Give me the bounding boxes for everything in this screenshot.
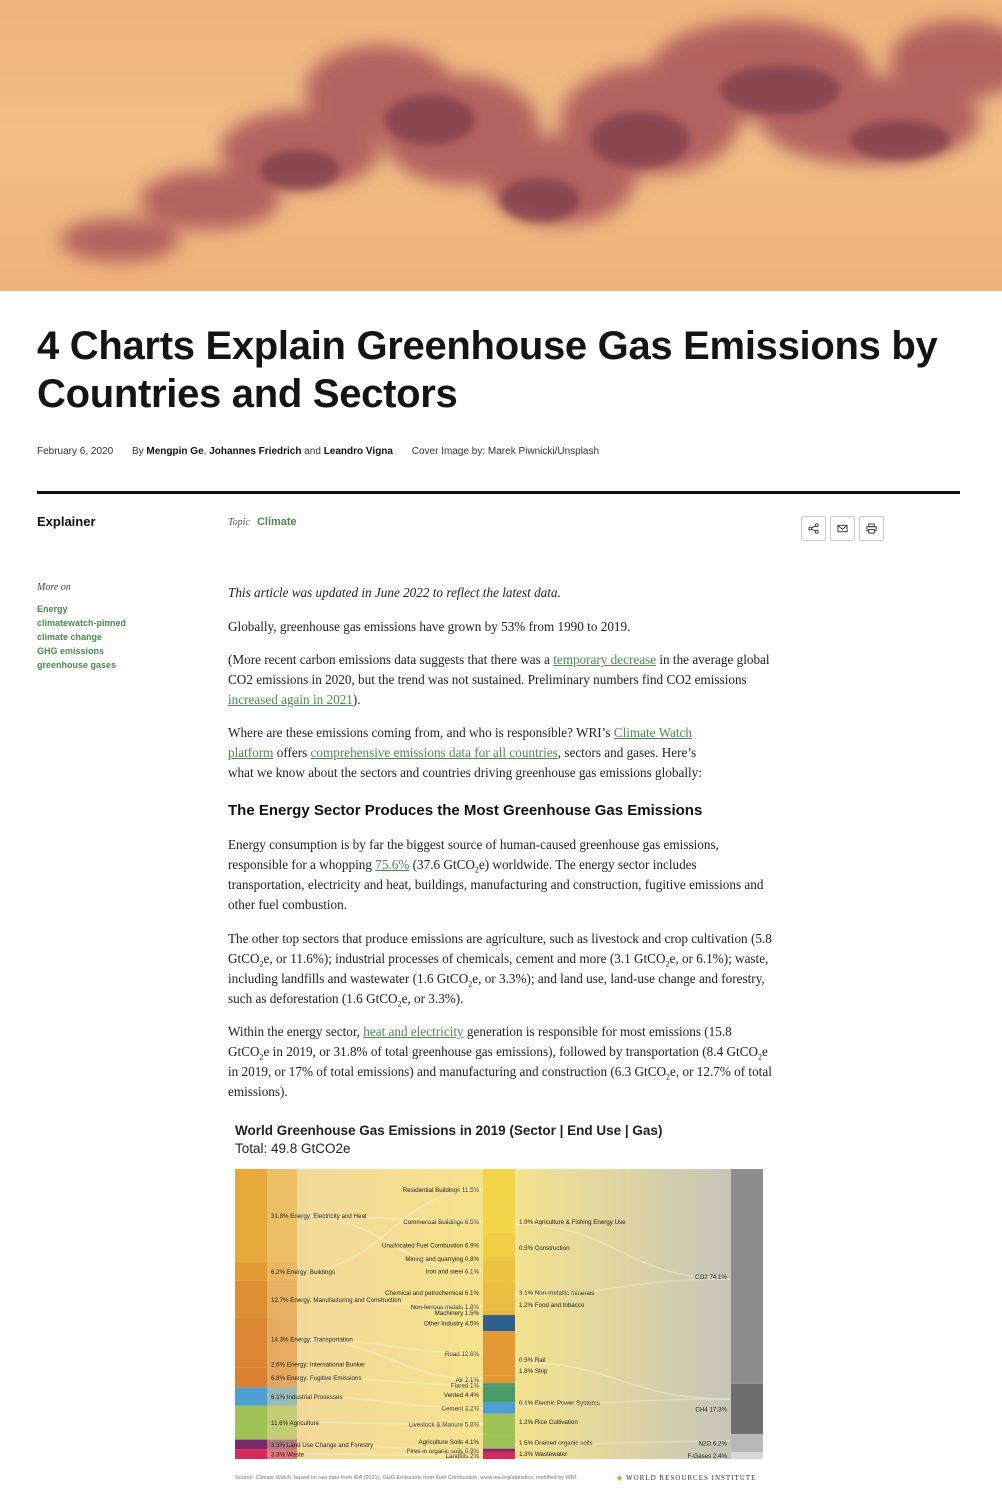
enduse-label: 0.5% Rail xyxy=(519,1357,546,1364)
gas-node xyxy=(731,1434,763,1452)
enduse-label: 1.8% Ship xyxy=(519,1368,548,1375)
gas-label: CO2 74.1% xyxy=(695,1273,727,1281)
author-link[interactable]: Leandro Vigna xyxy=(323,446,393,457)
chart-subtitle: Total: 49.8 GtCO2e xyxy=(235,1141,351,1156)
share-icon xyxy=(808,523,819,534)
sankey-chart xyxy=(235,1169,763,1459)
sector-label: 3.3% Land Use Change and Forestry xyxy=(271,1441,374,1449)
subsector-label: Air 2.1% xyxy=(455,1376,479,1384)
gas-label: N2O 6.2% xyxy=(698,1440,727,1448)
sector-node xyxy=(235,1281,267,1318)
byline-prefix: By xyxy=(131,446,144,457)
enduse-label: 1.2% Rice Cultivation xyxy=(519,1419,578,1426)
subsector-label: Flared 1% xyxy=(450,1382,479,1390)
topic-label: Topic xyxy=(228,517,250,528)
enduse-label: 1.3% Wastewater xyxy=(519,1451,568,1458)
sector-label: 31.8% Energy: Electricity and Heat xyxy=(271,1213,367,1221)
sector-label: 6.8% Energy: Fugitive Emissions xyxy=(271,1375,362,1383)
subsector-label: Cement 3.2% xyxy=(441,1405,479,1413)
subsector-label: Livestock & Manure 5.8% xyxy=(408,1421,479,1429)
header-rule xyxy=(37,491,960,494)
more-on xyxy=(37,582,126,672)
updated-note: This article was updated in June 2022 to reflect the latest data. xyxy=(228,585,561,600)
tag-link[interactable]: climatewatch-pinned xyxy=(37,618,127,628)
sankey-svg xyxy=(235,1169,763,1459)
subsector-node xyxy=(483,1233,515,1257)
subsector-node xyxy=(483,1402,515,1413)
paragraph: Energy consumption is by far the biggest source of human-caused greenhouse gas emissions, responsible for a whopping 75.6% (37.6 GtCO$_2$e) worldwide. The energy sector includes transportation, electricity and heat, buildings, manufacturing and construction, fugitive emissions and other fuel combustion. xyxy=(228,837,764,912)
gas-node xyxy=(731,1452,763,1459)
subsector-node xyxy=(483,1210,515,1233)
tag-link[interactable]: greenhouse gases xyxy=(37,660,117,670)
paragraph: Globally, greenhouse gas emissions have grown by 53% from 1990 to 2019. xyxy=(228,619,631,634)
chart-source: Source: Climate Watch, based on raw data from IEA (2021), GHG Emissions from Fuel Combustion, www.iea.org/statistics; modified by WRI. xyxy=(235,1475,578,1481)
more-on-label: More on xyxy=(37,582,71,593)
article-type: Explainer xyxy=(37,514,96,529)
gas-label: CH4 17.3% xyxy=(695,1406,727,1414)
sector-label: 3.3% Waste xyxy=(271,1451,305,1459)
subsector-label: Unallocated Fuel Combustion 6.9% xyxy=(382,1242,479,1250)
subsector-node xyxy=(483,1303,515,1309)
subsector-label: Other Industry 4.5% xyxy=(423,1320,479,1328)
subsector-node xyxy=(483,1449,515,1452)
paragraph: (More recent carbon emissions data suggests that there was a temporary decrease in the average global CO2 emissions in 2020, but the trend was not sustained. Preliminary numbers find CO2 emissions increased again in 2021). xyxy=(228,652,770,707)
subsector-node xyxy=(483,1387,515,1403)
inline-link[interactable]: heat and electricity xyxy=(363,1024,464,1039)
sector-label: 2.6% Energy: International Bunker xyxy=(271,1361,366,1369)
gas-node xyxy=(731,1169,763,1384)
subsector-node xyxy=(483,1331,515,1376)
chart-title: World Greenhouse Gas Emissions in 2019 (Sector | End Use | Gas) xyxy=(235,1123,663,1138)
subsector-node xyxy=(483,1257,515,1260)
tag-link[interactable]: climate change xyxy=(37,632,103,642)
author-link[interactable]: Johannes Friedrich xyxy=(209,446,302,457)
print-button[interactable] xyxy=(859,516,884,541)
enduse-label: 1.2% Food and tobacco xyxy=(519,1302,585,1309)
subsector-label: Road 12.6% xyxy=(444,1350,479,1358)
sector-label: 6.2% Energy: Buildings xyxy=(271,1269,335,1277)
paragraph: Within the energy sector, heat and electricity generation is responsible for most emissions (15.8 GtCO$_2$e in 2019, or 31.8% of total greenhouse gas emissions), followed by transportation (8.4 GtCO$_2$e in 2019, or 17% of total emissions) and manufacturing and construction (6.3 GtCO$_2$e, or 12.7% of total emissions). xyxy=(228,1024,772,1099)
section-heading: The Energy Sector Produces the Most Greenhouse Gas Emissions xyxy=(228,802,703,819)
sector-label: 12.7% Energy: Manufacturing and Construction xyxy=(271,1296,402,1304)
subsector-node xyxy=(483,1376,515,1383)
tag-link[interactable]: GHG emissions xyxy=(37,646,105,656)
subsector-label: Iron and steel 6.1% xyxy=(425,1268,479,1276)
subsector-label: Mining and quarrying 0.8% xyxy=(405,1256,479,1264)
publish-date: February 6, 2020 xyxy=(37,446,114,457)
subsector-label: Landfills 2% xyxy=(445,1452,479,1459)
subsector-node xyxy=(483,1434,515,1449)
topic-link[interactable]: Climate xyxy=(256,516,297,528)
subsector-node xyxy=(483,1260,515,1282)
enduse-label: 3.1% Non-metallic minerals xyxy=(519,1290,595,1297)
sector-label: 11.6% Agriculture xyxy=(271,1420,320,1428)
enduse-label: 1.5% Drained organic soils xyxy=(519,1440,593,1447)
subsector-label: Commercial Buildings 6.5% xyxy=(403,1218,479,1226)
sector-node xyxy=(235,1318,267,1360)
author-link[interactable]: Mengpin Ge xyxy=(146,446,204,457)
subsector-node xyxy=(483,1282,515,1304)
paragraph: Where are these emissions coming from, and who is responsible? WRI’s Climate Watch platform offers comprehensive emissions data for all countries, sectors and gases. Here’s what we know about the sectors and countries driving greenhouse gas emissions globally: xyxy=(228,725,702,780)
enduse-label: 0.5% Construction xyxy=(519,1245,570,1252)
sector-label: 6.1% Industrial Processes xyxy=(271,1394,343,1402)
subsector-node xyxy=(483,1310,515,1315)
subsector-label: Machinery 1.5% xyxy=(434,1309,479,1317)
inline-link[interactable]: temporary decrease xyxy=(553,652,657,667)
gas-node xyxy=(731,1384,763,1434)
sector-node xyxy=(235,1388,267,1406)
email-icon xyxy=(837,523,848,534)
sector-node xyxy=(235,1440,267,1450)
enduse-label: 0.1% Electric Power Systems xyxy=(519,1400,600,1407)
gas-label: F-Gases 2.4% xyxy=(687,1453,727,1459)
share-button[interactable] xyxy=(801,516,826,541)
subsector-node xyxy=(483,1452,515,1459)
subsector-label: Chemical and petrochemical 6.1% xyxy=(385,1290,479,1298)
email-button[interactable] xyxy=(830,516,855,541)
subsector-label: Fires in organic soils 0.9% xyxy=(406,1447,479,1455)
wri-logo: ◆ WORLD RESOURCES INSTITUTE xyxy=(617,1474,757,1482)
sector-node xyxy=(235,1360,267,1368)
hero-image xyxy=(0,0,1002,291)
article-meta: February 6, 2020 By Mengpin Ge, Johannes Friedrich and Leandro Vigna Cover Image by: Marek Piwnicki/Unsplash xyxy=(37,446,600,457)
sector-node xyxy=(235,1169,267,1262)
topic xyxy=(228,516,297,528)
cover-credit: Cover Image by: Marek Piwnicki/Unsplash xyxy=(411,446,600,457)
inline-link[interactable]: 75.6% xyxy=(375,857,410,872)
sector-node xyxy=(235,1368,267,1388)
subsector-node xyxy=(483,1315,515,1331)
diamond-icon: ◆ xyxy=(617,1474,624,1482)
sector-label: 14.3% Energy: Transportation xyxy=(271,1336,353,1344)
enduse-label: 1.9% Agriculture & Fishing Energy Use xyxy=(519,1219,626,1226)
subsector-label: Residential Buildings 11.5% xyxy=(402,1186,479,1194)
sector-node xyxy=(235,1449,267,1459)
inline-link[interactable]: Climate Watch platform xyxy=(228,725,692,760)
inline-link[interactable]: increased again in 2021 xyxy=(228,692,353,707)
print-icon xyxy=(866,523,877,534)
source-link[interactable]: Climate Watch xyxy=(255,1475,292,1481)
tag-link[interactable]: Energy xyxy=(37,604,68,614)
inline-link[interactable]: comprehensive emissions data for all countries xyxy=(310,745,558,760)
subsector-label: Non-ferrous metals 1.8% xyxy=(410,1304,479,1312)
subsector-node xyxy=(483,1169,515,1210)
subsector-node xyxy=(483,1414,515,1435)
subsector-node xyxy=(483,1383,515,1387)
sector-node xyxy=(235,1262,267,1280)
subsector-label: Vented 4.4% xyxy=(443,1391,479,1399)
sector-node xyxy=(235,1406,267,1440)
subsector-label: Agriculture Soils 4.1% xyxy=(418,1438,479,1446)
paragraph: The other top sectors that produce emissions are agriculture, such as livestock and crop cultivation (5.8 GtCO$_2$e, or 11.6%); industrial processes of chemicals, cement and more (3.1 GtCO$_2$e, or 6.1%); waste, including landfills and wastewater (1.6 GtCO$_2$e, or 3.3%); and land use, land-use change and forestry, such as deforestation (1.6 GtCO$_2$e, or 3.3%). xyxy=(228,931,772,1009)
article-title: 4 Charts Explain Greenhouse Gas Emissions by Countries and Sectors xyxy=(37,324,938,416)
